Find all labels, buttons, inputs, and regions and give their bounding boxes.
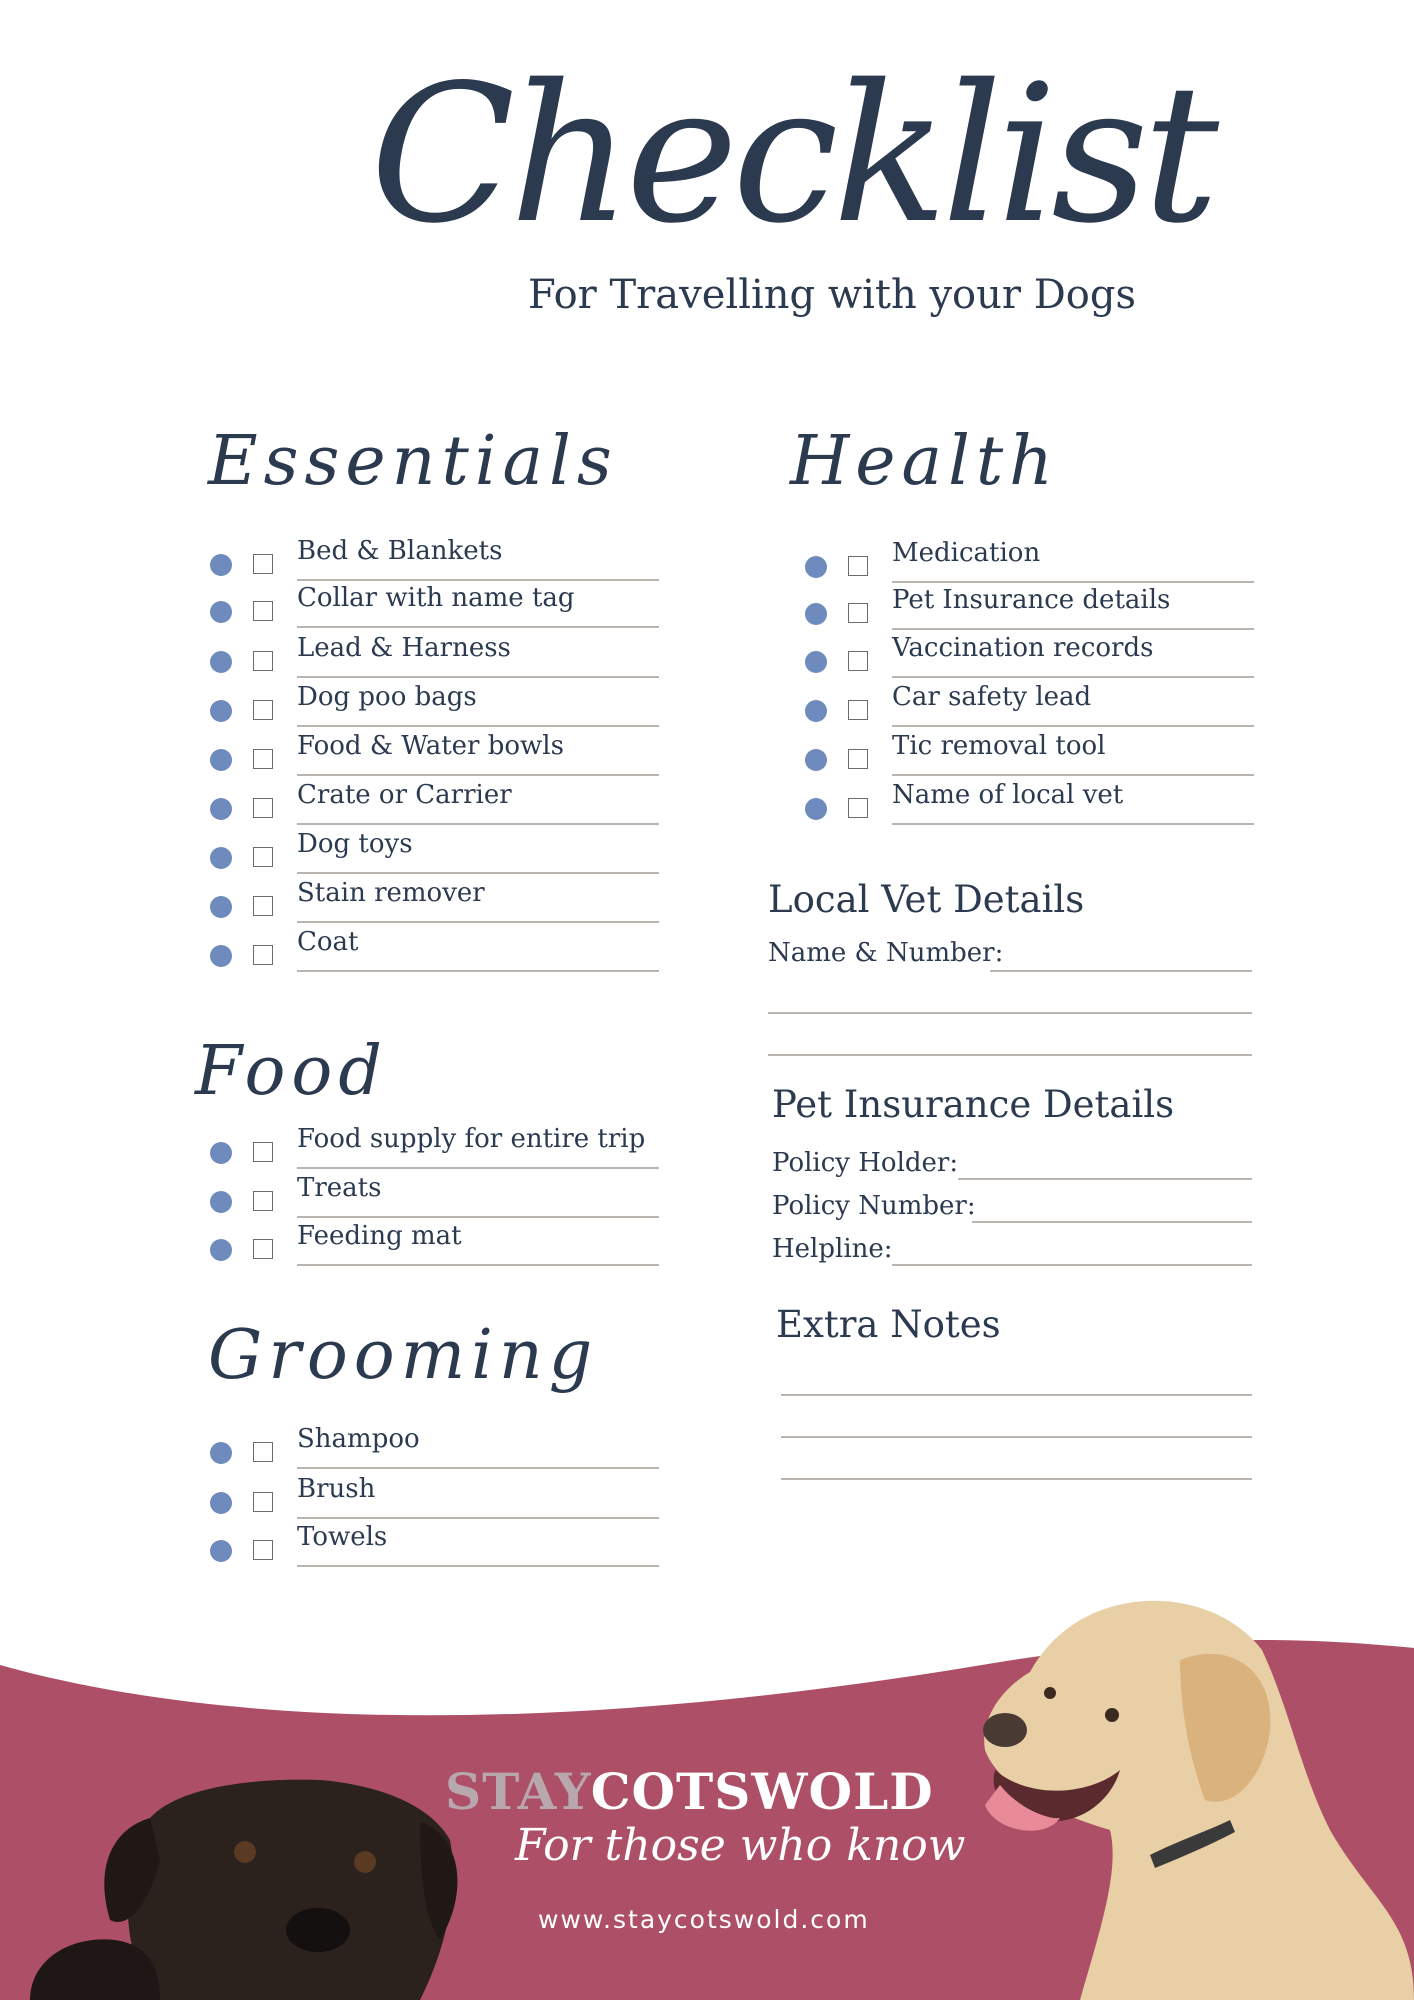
grooming-item-label: Towels (297, 1522, 388, 1552)
item-underline (892, 725, 1254, 727)
item-underline (297, 725, 659, 727)
health-item-label: Pet Insurance details (892, 585, 1171, 615)
item-underline (297, 676, 659, 678)
checkbox[interactable] (253, 554, 273, 574)
bullet-icon (805, 556, 827, 578)
bullet-icon (210, 700, 232, 722)
checkbox[interactable] (253, 1492, 273, 1512)
health-item (805, 633, 1254, 677)
helpline-label: Helpline: (772, 1234, 893, 1264)
item-underline (297, 921, 659, 923)
item-underline (297, 1565, 659, 1567)
item-underline (297, 579, 659, 581)
checkbox[interactable] (253, 1191, 273, 1211)
bullet-icon (210, 798, 232, 820)
essentials-item-label: Food & Water bowls (297, 731, 564, 761)
health-item (805, 780, 1254, 824)
essentials-item-label: Collar with name tag (297, 583, 575, 613)
checkbox[interactable] (848, 700, 868, 720)
bullet-icon (210, 896, 232, 918)
item-underline (297, 1167, 659, 1169)
bullet-icon (210, 945, 232, 967)
vet-name-field[interactable] (990, 970, 1252, 972)
food-item (210, 1124, 659, 1168)
policy-number-label: Policy Number: (772, 1191, 976, 1221)
policy-holder-label: Policy Holder: (772, 1148, 959, 1178)
bullet-icon (210, 1239, 232, 1261)
grooming-item-label: Brush (297, 1474, 376, 1504)
notes-line-1[interactable] (781, 1394, 1252, 1396)
bullet-icon (210, 749, 232, 771)
brand-part-stay: STAY (445, 1762, 591, 1821)
food-heading: Food (195, 1032, 388, 1111)
checkbox[interactable] (253, 700, 273, 720)
essentials-item-label: Lead & Harness (297, 633, 511, 663)
checkbox[interactable] (253, 1239, 273, 1259)
food-item-label: Treats (297, 1173, 382, 1203)
item-underline (297, 970, 659, 972)
checkbox[interactable] (253, 847, 273, 867)
food-item-label: Feeding mat (297, 1221, 462, 1251)
item-underline (297, 1216, 659, 1218)
essentials-item (210, 780, 659, 824)
bullet-icon (210, 1142, 232, 1164)
grooming-heading: Grooming (208, 1316, 599, 1395)
health-item (805, 731, 1254, 775)
item-underline (892, 676, 1254, 678)
brand-logo (445, 1762, 934, 1821)
food-item (210, 1173, 659, 1217)
bullet-icon (805, 603, 827, 625)
essentials-item (210, 927, 659, 971)
bullet-icon (805, 749, 827, 771)
bullet-icon (210, 1191, 232, 1213)
food-item (210, 1221, 659, 1265)
checkbox[interactable] (848, 651, 868, 671)
pet-insurance-heading: Pet Insurance Details (772, 1083, 1175, 1126)
bullet-icon (805, 651, 827, 673)
checkbox[interactable] (253, 798, 273, 818)
page-title: Checklist (370, 44, 1214, 265)
item-underline (297, 872, 659, 874)
extra-notes-heading: Extra Notes (776, 1303, 1001, 1346)
item-underline (297, 823, 659, 825)
vet-extra-line-1[interactable] (768, 1012, 1252, 1014)
item-underline (892, 774, 1254, 776)
vet-name-label: Name & Number: (768, 938, 1004, 968)
health-item-label: Vaccination records (892, 633, 1154, 663)
local-vet-heading: Local Vet Details (768, 878, 1085, 921)
policy-number-field[interactable] (972, 1221, 1252, 1223)
health-item-label: Tic removal tool (892, 731, 1106, 761)
notes-line-3[interactable] (781, 1478, 1252, 1480)
brand-part-cotswold: COTSWOLD (590, 1762, 934, 1821)
checkbox[interactable] (253, 601, 273, 621)
helpline-field[interactable] (892, 1264, 1252, 1266)
checkbox[interactable] (848, 603, 868, 623)
bullet-icon (210, 1492, 232, 1514)
essentials-item-label: Dog poo bags (297, 682, 477, 712)
brand-tagline: For those who know (515, 1820, 966, 1871)
item-underline (297, 626, 659, 628)
item-underline (892, 628, 1254, 630)
bullet-icon (210, 1442, 232, 1464)
health-heading: Health (790, 422, 1059, 501)
bullet-icon (210, 601, 232, 623)
checkbox[interactable] (253, 1442, 273, 1462)
health-item-label: Name of local vet (892, 780, 1124, 810)
grooming-item (210, 1522, 659, 1566)
checkbox[interactable] (253, 896, 273, 916)
page-subtitle: For Travelling with your Dogs (528, 272, 1137, 318)
bullet-icon (210, 554, 232, 576)
essentials-item (210, 731, 659, 775)
item-underline (892, 581, 1254, 583)
essentials-item (210, 633, 659, 677)
checkbox[interactable] (253, 1540, 273, 1560)
essentials-item-label: Stain remover (297, 878, 485, 908)
checkbox[interactable] (253, 1142, 273, 1162)
bullet-icon (805, 798, 827, 820)
policy-holder-field[interactable] (958, 1178, 1252, 1180)
bullet-icon (210, 1540, 232, 1562)
item-underline (297, 1264, 659, 1266)
item-underline (892, 823, 1254, 825)
health-item (805, 538, 1254, 582)
bullet-icon (210, 651, 232, 673)
item-underline (297, 1517, 659, 1519)
checkbox[interactable] (253, 749, 273, 769)
essentials-heading: Essentials (208, 422, 618, 501)
item-underline (297, 1467, 659, 1469)
health-item-label: Medication (892, 538, 1041, 568)
health-item-label: Car safety lead (892, 682, 1092, 712)
essentials-item-label: Bed & Blankets (297, 536, 503, 566)
item-underline (297, 774, 659, 776)
health-item (805, 682, 1254, 726)
website-url[interactable]: www.staycotswold.com (538, 1905, 870, 1934)
essentials-item (210, 829, 659, 873)
checkbox[interactable] (253, 651, 273, 671)
bullet-icon (805, 700, 827, 722)
bullet-icon (210, 847, 232, 869)
grooming-item (210, 1474, 659, 1518)
essentials-item (210, 583, 659, 627)
essentials-item (210, 682, 659, 726)
essentials-item (210, 536, 659, 580)
essentials-item-label: Crate or Carrier (297, 780, 512, 810)
essentials-item-label: Dog toys (297, 829, 413, 859)
essentials-item (210, 878, 659, 922)
essentials-item-label: Coat (297, 927, 359, 957)
checkbox[interactable] (253, 945, 273, 965)
grooming-item-label: Shampoo (297, 1424, 420, 1454)
checkbox[interactable] (848, 798, 868, 818)
vet-extra-line-2[interactable] (768, 1054, 1252, 1056)
grooming-item (210, 1424, 659, 1468)
food-item-label: Food supply for entire trip (297, 1124, 646, 1154)
checkbox[interactable] (848, 556, 868, 576)
checkbox[interactable] (848, 749, 868, 769)
health-item (805, 585, 1254, 629)
notes-line-2[interactable] (781, 1436, 1252, 1438)
